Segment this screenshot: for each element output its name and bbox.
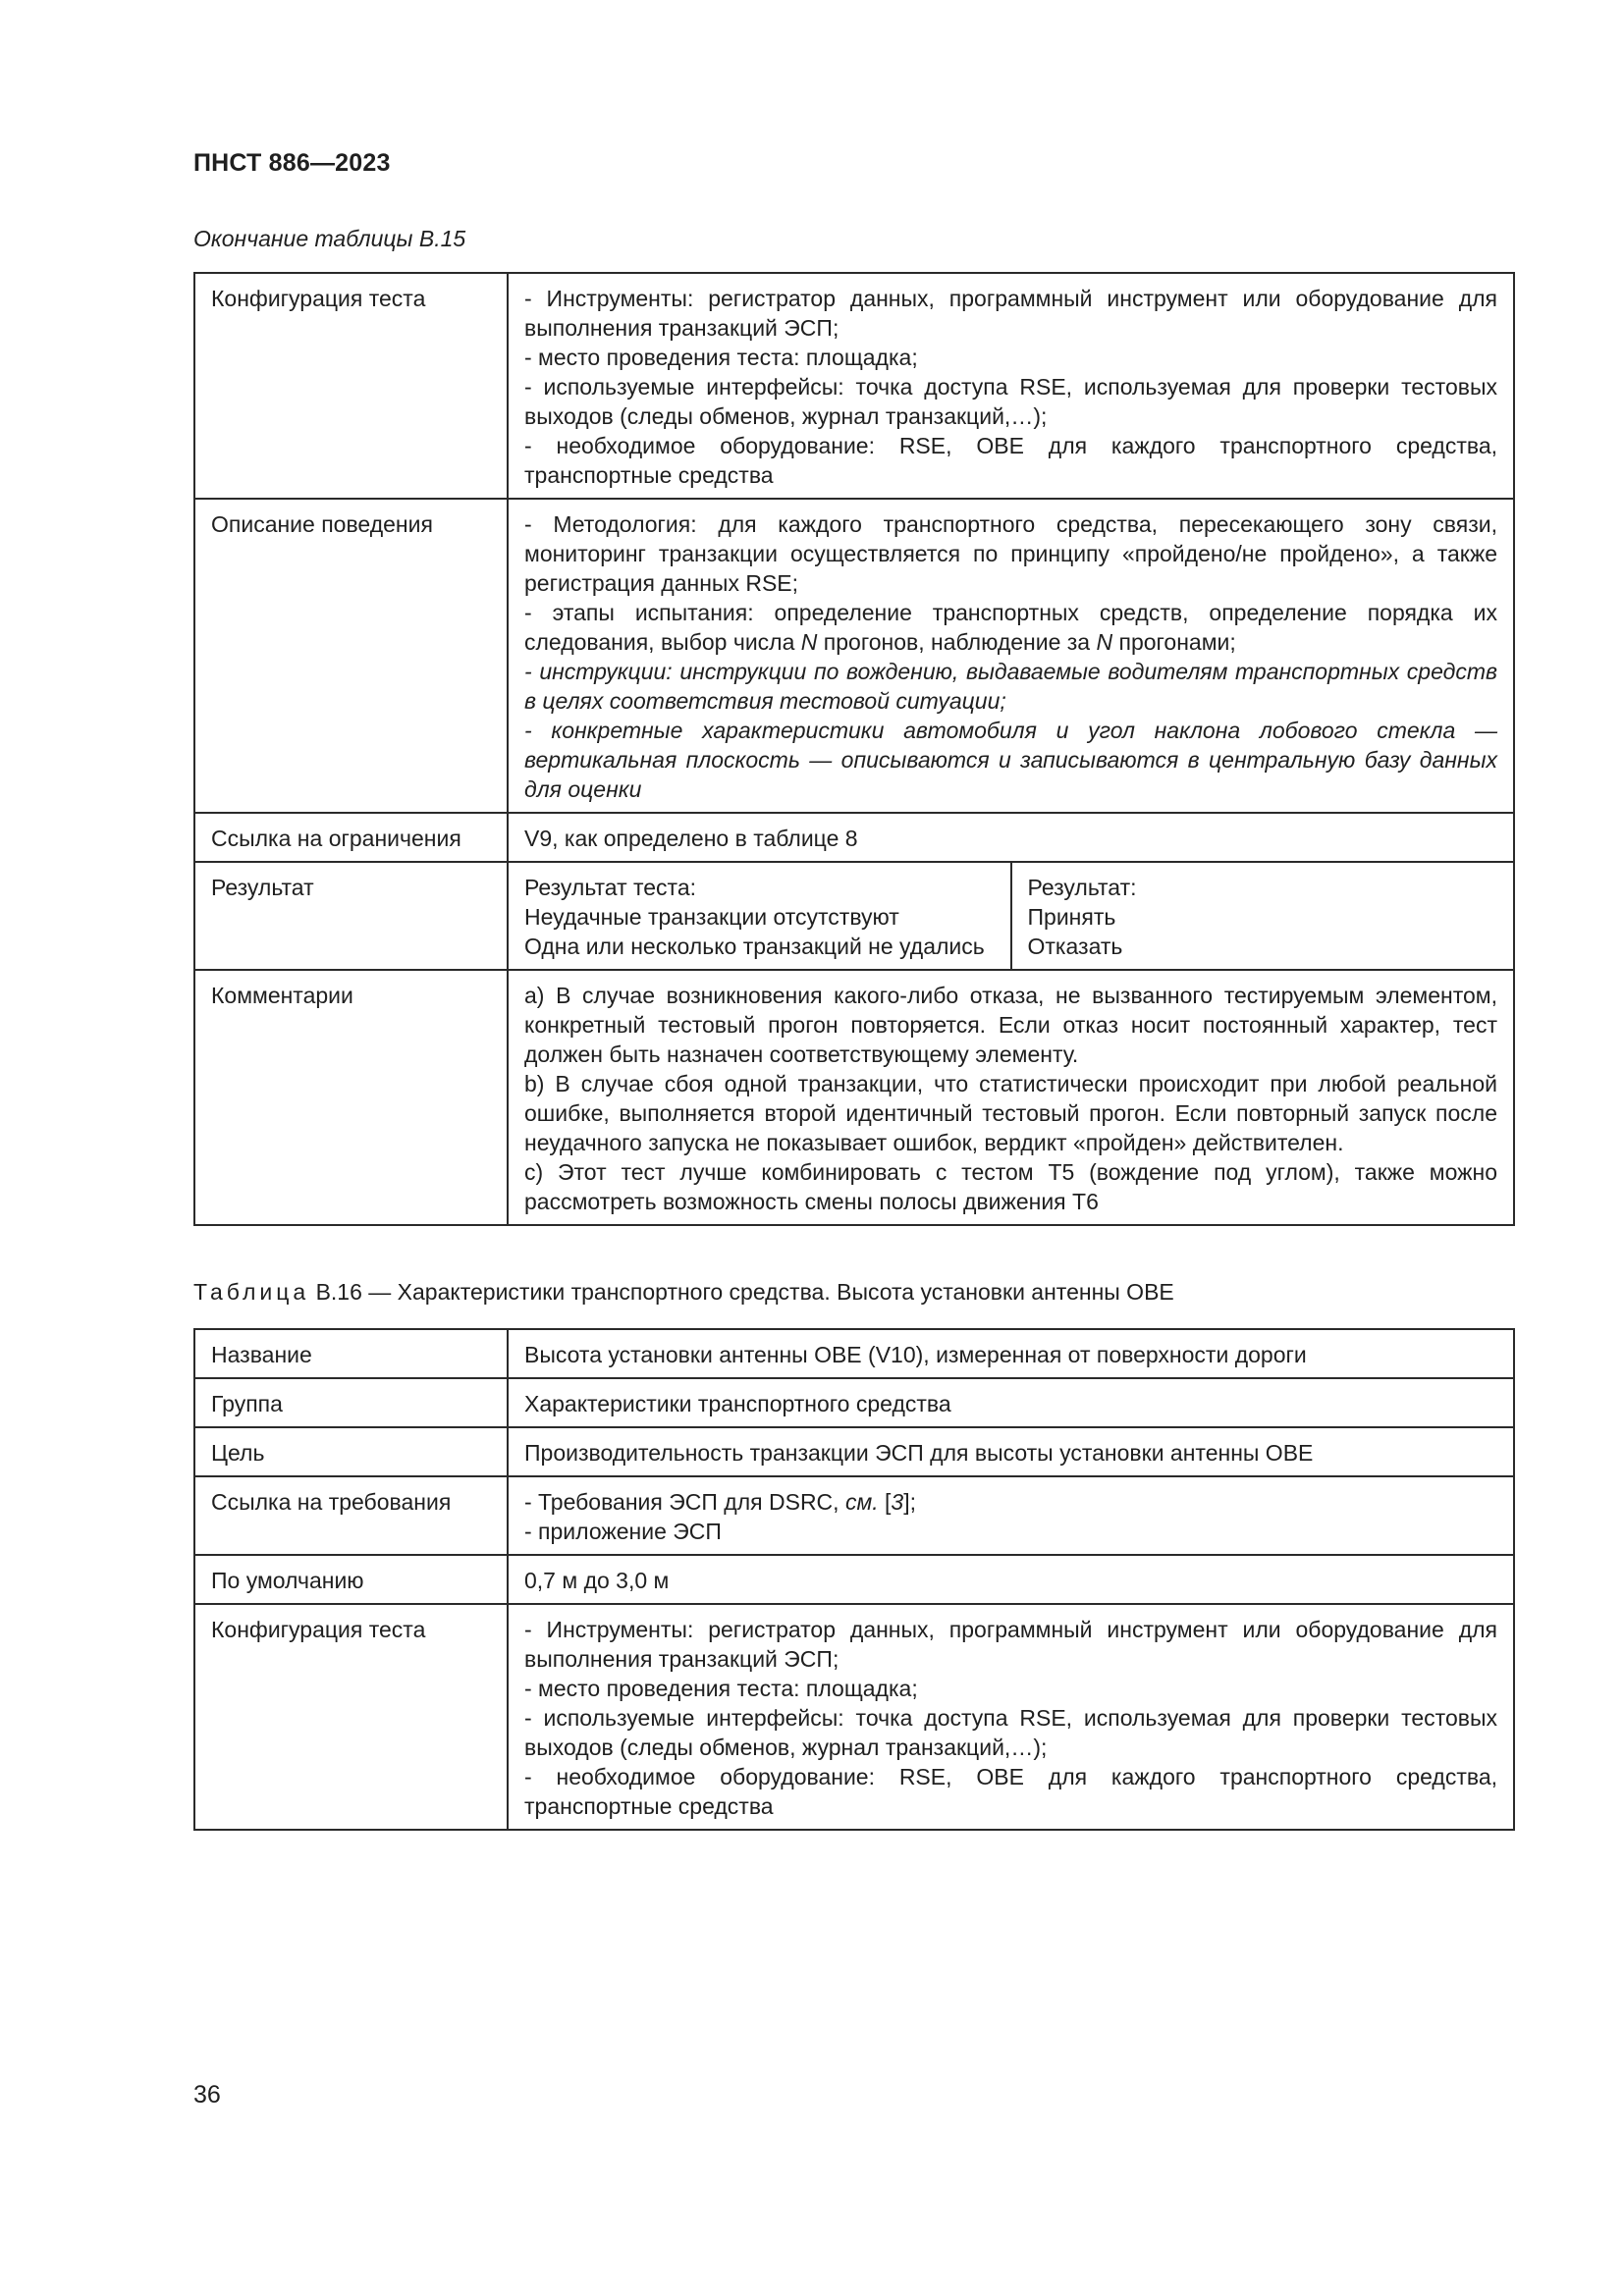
table-b15 xyxy=(193,272,1515,1226)
table-b16 xyxy=(193,1328,1515,1831)
row-label: Цель xyxy=(194,1427,508,1476)
row-label: Описание поведения xyxy=(194,499,508,813)
row-value: 0,7 м до 3,0 м xyxy=(508,1555,1514,1604)
row-value: Высота установки антенны OBE (V10), измеренная от поверхности дороги xyxy=(508,1329,1514,1378)
row-label: По умолчанию xyxy=(194,1555,508,1604)
row-value: - Инструменты: регистратор данных, программный инструмент или оборудование для выполнения транзакций ЭСП; - место проведения теста: площадка; - используемые интерфейсы: точка доступа RSE, используемая для проверки тестовых выходов (следы обменов, журнал транзакций,…); - необходимое оборудование: RSE, OBE для каждого транспортного средства, транспортные средства xyxy=(508,273,1514,499)
page-number: 36 xyxy=(193,2081,221,2109)
row-label: Группа xyxy=(194,1378,508,1427)
table-continuation-caption: Окончание таблицы В.15 xyxy=(193,226,466,251)
row-value: V9, как определено в таблице 8 xyxy=(508,813,1514,862)
table-row xyxy=(194,1329,1514,1378)
table-row xyxy=(194,499,1514,813)
table-row xyxy=(194,1378,1514,1427)
row-value: a) В случае возникновения какого-либо отказа, не вызванного тестируемым элементом, конкретный тестовый прогон повторяется. Если отказ носит постоянный характер, тест должен быть назначен соответствующему элементу. b) В случае сбоя одной транзакции, что статистически происходит при любой реальной ошибке, выполняется второй идентичный тестовый прогон. Если повторный запуск после неудачного запуска не показывает ошибок, вердикт «пройден» действителен. c) Этот тест лучше комбинировать с тестом T5 (вождение под углом), также можно рассмотреть возможность смены полосы движения T6 xyxy=(508,970,1514,1225)
document-id: ПНСТ 886—2023 xyxy=(193,149,391,177)
row-label: Название xyxy=(194,1329,508,1378)
row-label: Конфигурация теста xyxy=(194,273,508,499)
table-row xyxy=(194,862,1514,970)
table-caption: Таблица В.16 — Характеристики транспортного средства. Высота установки антенны OBE xyxy=(193,1279,1174,1305)
table-row xyxy=(194,813,1514,862)
table-row xyxy=(194,1604,1514,1830)
row-label: Ссылка на требования xyxy=(194,1476,508,1555)
table-row xyxy=(194,273,1514,499)
table-row xyxy=(194,1427,1514,1476)
row-value: Характеристики транспортного средства xyxy=(508,1378,1514,1427)
row-label: Комментарии xyxy=(194,970,508,1225)
row-value: Производительность транзакции ЭСП для высоты установки антенны OBE xyxy=(508,1427,1514,1476)
table-row xyxy=(194,970,1514,1225)
table-row xyxy=(194,1476,1514,1555)
table-row xyxy=(194,1555,1514,1604)
verdict-cell: Результат: Принять Отказать xyxy=(1011,862,1515,970)
row-label: Результат xyxy=(194,862,508,970)
test-result-cell: Результат теста: Неудачные транзакции отсутствуют Одна или несколько транзакций не удались xyxy=(508,862,1011,970)
row-label: Ссылка на ограничения xyxy=(194,813,508,862)
row-label: Конфигурация теста xyxy=(194,1604,508,1830)
row-value: - Требования ЭСП для DSRC, см. [3]; - приложение ЭСП xyxy=(508,1476,1514,1555)
row-value: - Инструменты: регистратор данных, программный инструмент или оборудование для выполнения транзакций ЭСП; - место проведения теста: площадка; - используемые интерфейсы: точка доступа RSE, используемая для проверки тестовых выходов (следы обменов, журнал транзакций,…); - необходимое оборудование: RSE, OBE для каждого транспортного средства, транспортные средства xyxy=(508,1604,1514,1830)
row-value: - Методология: для каждого транспортного средства, пересекающего зону связи, мониторинг транзакции осуществляется по принципу «пройдено/не пройдено», а также регистрация данных RSE; - этапы испытания: определение транспортных средств, определение порядка их следования, выбор числа N прогонов, наблюдение за N прогонами; - инструкции: инструкции по вождению, выдаваемые водителям транспортных средств в целях соответствия тестовой ситуации; - конкретные характеристики автомобиля и угол наклона лобового стекла — вертикальная плоскость — описываются и записываются в центральную базу данных для оценки xyxy=(508,499,1514,813)
